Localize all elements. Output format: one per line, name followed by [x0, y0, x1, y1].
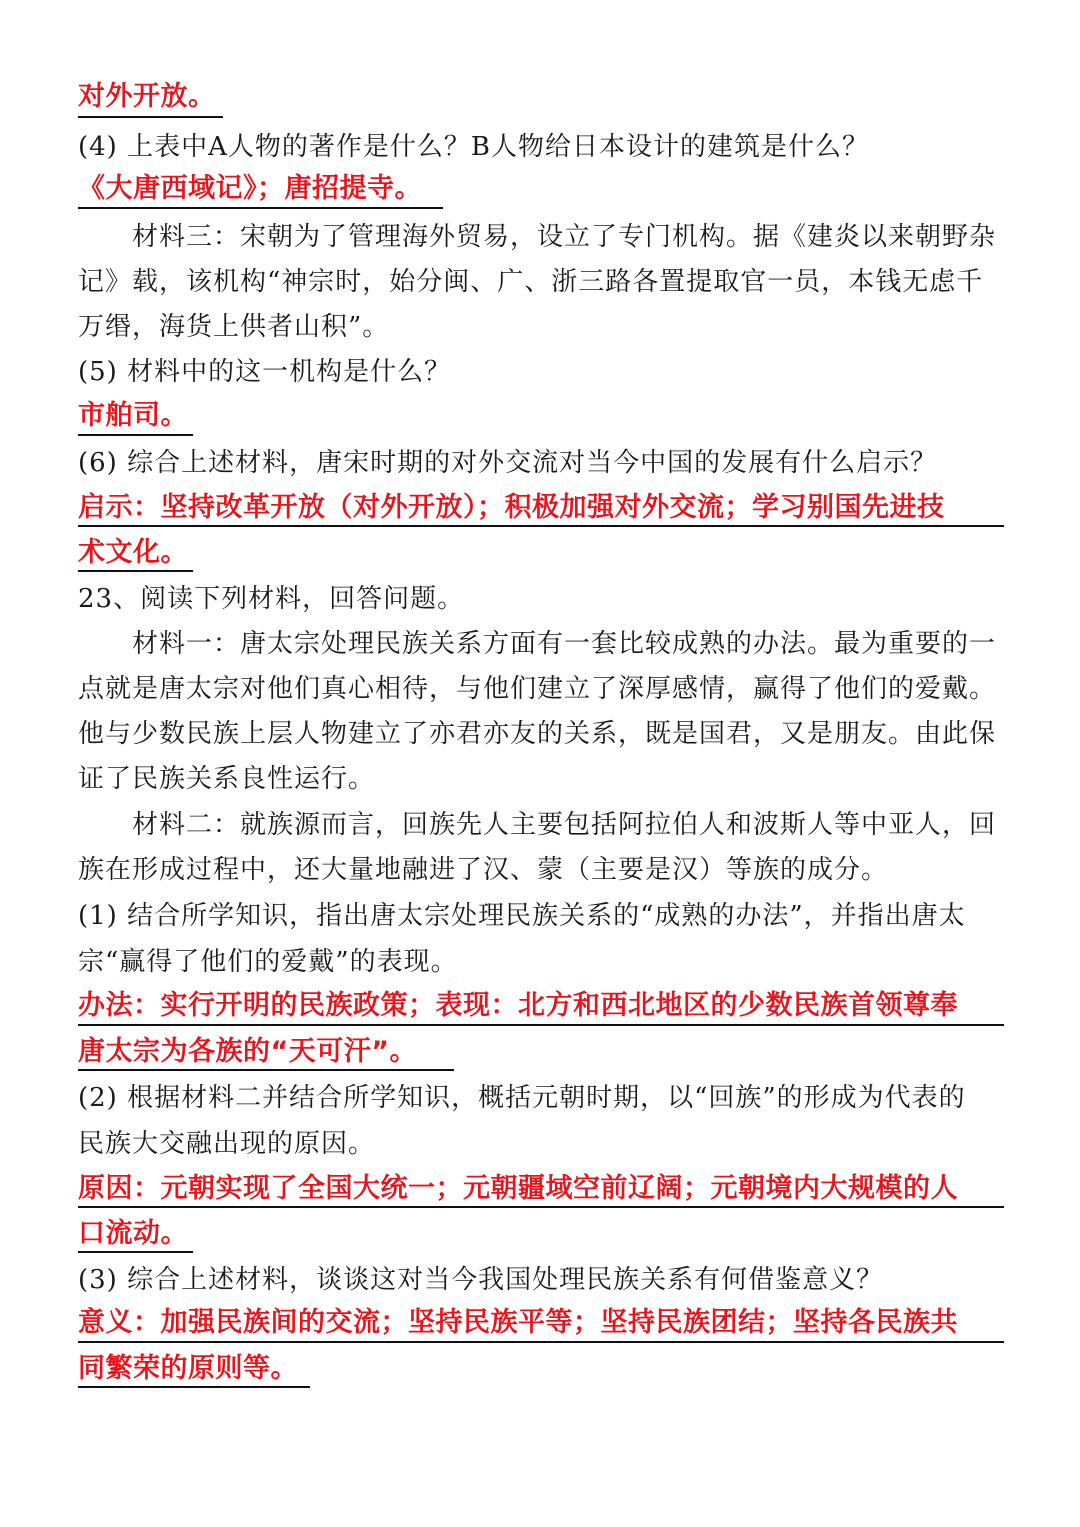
answer-underline — [78, 1069, 454, 1071]
question-text: (3) 综合上述材料，谈谈这对当今我国处理民族关系有何借鉴意义？ — [78, 1265, 884, 1295]
answer-underline — [78, 570, 193, 572]
answer-underline — [78, 116, 223, 118]
answer-underline — [78, 1341, 1004, 1343]
answer-text: 原因：元朝实现了全国大统一；元朝疆域空前辽阔；元朝境内大规模的人 — [78, 1173, 958, 1204]
answer-text: 对外开放。 — [78, 81, 216, 112]
material-text: 证了民族关系良性运行。 — [78, 764, 376, 794]
question-text: 宗“赢得了他们的爱戴”的表现。 — [78, 947, 458, 977]
answer-underline — [78, 1386, 310, 1388]
question-text: (4) 上表中A人物的著作是什么？B人物给日本设计的建筑是什么？ — [78, 132, 869, 162]
material-text: 点就是唐太宗对他们真心相待，与他们建立了深厚感情，赢得了他们的爱戴。 — [78, 674, 997, 704]
answer-underline — [78, 434, 193, 436]
answer-underline — [78, 525, 1004, 527]
question-text: (1) 结合所学知识，指出唐太宗处理民族关系的“成熟的办法”，并指出唐太 — [78, 901, 966, 931]
answer-text: 市舶司。 — [78, 400, 188, 431]
question-text: (5) 材料中的这一机构是什么？ — [78, 357, 452, 387]
answer-text: 启示：坚持改革开放（对外开放）；积极加强对外交流；学习别国先进技 — [78, 492, 945, 523]
answer-underline — [78, 1251, 193, 1253]
answer-text: 同繁荣的原则等。 — [78, 1353, 298, 1384]
answer-text: 唐太宗为各族的“天可汗”。 — [78, 1036, 417, 1067]
answer-underline — [78, 207, 443, 209]
answer-text: 口流动。 — [78, 1218, 188, 1249]
answer-text: 《大唐西域记》；唐招提寺。 — [78, 173, 422, 204]
answer-text: 办法：实行开明的民族政策；表现：北方和西北地区的少数民族首领尊奉 — [78, 990, 958, 1021]
answer-underline — [78, 1024, 1004, 1026]
material-text: 材料一：唐太宗处理民族关系方面有一套比较成熟的办法。最为重要的一 — [132, 629, 997, 659]
question-text: (6) 综合上述材料，唐宋时期的对外交流对当今中国的发展有什么启示？ — [78, 448, 938, 478]
question-title: 23、阅读下列材料，回答问题。 — [78, 584, 465, 614]
question-text: 民族大交融出现的原因。 — [78, 1129, 376, 1159]
material-text: 族在形成过程中，还大量地融进了汉、蒙（主要是汉）等族的成分。 — [78, 855, 889, 885]
answer-text: 意义：加强民族间的交流；坚持民族平等；坚持民族团结；坚持各民族共 — [78, 1307, 958, 1338]
material-text: 记》载，该机构“神宗时，始分闽、广、浙三路各置提取官一员，本钱无虑千 — [78, 267, 984, 297]
material-text: 材料三：宋朝为了管理海外贸易，设立了专门机构。据《建炎以来朝野杂 — [132, 222, 997, 252]
answer-underline — [78, 1206, 1004, 1208]
material-text: 他与少数民族上层人物建立了亦君亦友的关系，既是国君，又是朋友。由此保 — [78, 719, 997, 749]
answer-text: 术文化。 — [78, 537, 188, 568]
question-text: (2) 根据材料二并结合所学知识，概括元朝时期，以“回族”的形成为代表的 — [78, 1083, 966, 1113]
material-text: 材料二：就族源而言，回族先人主要包括阿拉伯人和波斯人等中亚人，回 — [132, 810, 997, 840]
material-text: 万缗，海货上供者山积”。 — [78, 312, 390, 342]
